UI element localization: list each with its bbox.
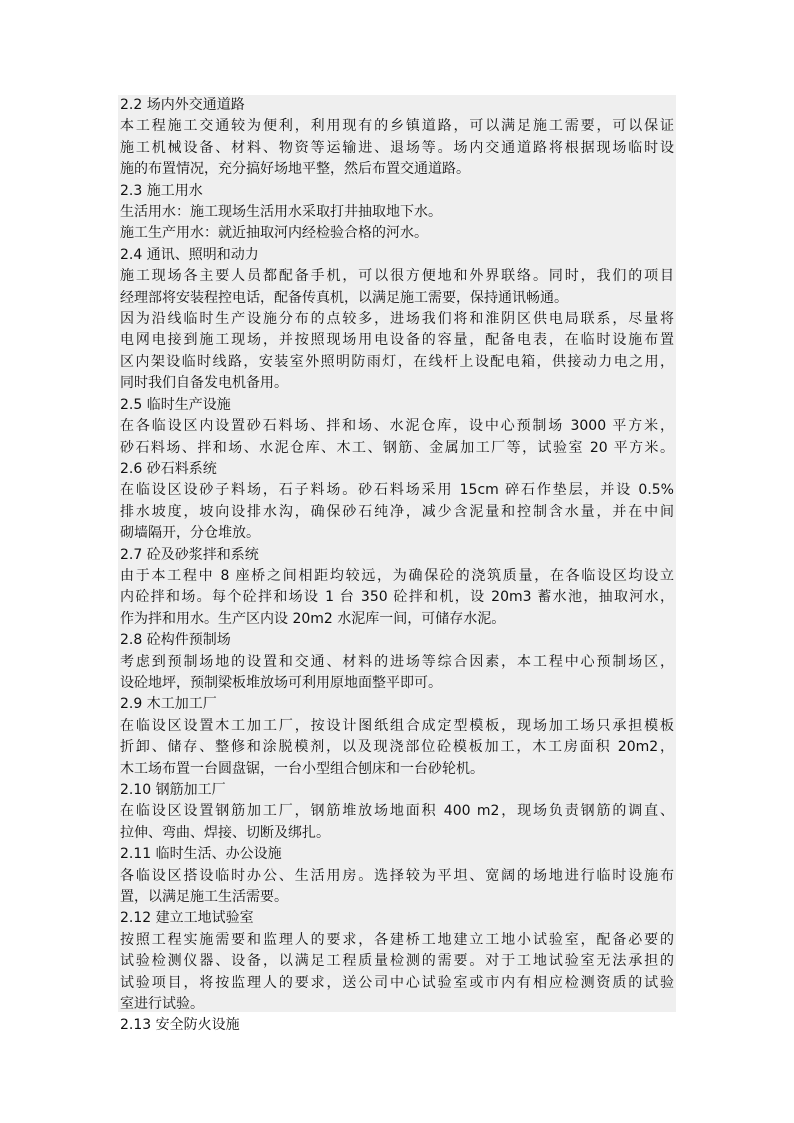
section-heading: 2.12 建立工地试验室	[120, 910, 254, 927]
paragraph-line: 在临设区设置钢筋加工厂，钢筋堆放场地面积 400 m2，现场负责钢筋的调直、	[120, 803, 674, 820]
section-heading: 2.3 施工用水	[120, 182, 203, 199]
paragraph-line: 在临设区设砂子料场，石子料场。砂石料场采用 15cm 碎石作垫层，并设 0.5%	[120, 482, 674, 499]
paragraph-line: 置，以满足施工生活需要。	[120, 889, 288, 906]
paragraph-line: 在临设区设置木工加工厂，按设计图纸组合成定型模板，现场加工场只承担模板	[120, 717, 674, 734]
section-heading: 2.10 钢筋加工厂	[120, 782, 226, 798]
paragraph-line: 作为拌和用水。生产区内设 20m2 水泥库一间，可储存水泥。	[120, 610, 506, 627]
section-heading: 2.9 木工加工厂	[120, 696, 217, 713]
section-heading: 2.8 砼构件预制场	[120, 632, 231, 649]
section-heading: 2.5 临时生产设施	[120, 396, 231, 413]
section-heading: 2.11 临时生活、办公设施	[120, 846, 282, 863]
paragraph-line: 区内架设临时线路，安装室外照明防雨灯，在线杆上设配电箱，供接动力电之用，	[120, 353, 674, 370]
paragraph-line: 经理部将安装程控电话，配备传真机，以满足施工需要，保持通讯畅通。	[120, 289, 568, 306]
paragraph-line: 试验检测仪器、设备，以满足工程质量检测的需要。对于工地试验室无法承担的	[120, 953, 674, 970]
paragraph-line: 施工机械设备、材料、物资等运输进、退场等。场内交通道路将根据现场临时设	[120, 139, 674, 156]
paragraph-line: 按照工程实施需要和监理人的要求，各建桥工地建立工地小试验室，配备必要的	[120, 931, 674, 948]
paragraph-line: 砌墙隔开，分仓堆放。	[120, 525, 260, 542]
document-text-block	[118, 95, 676, 1034]
section-heading: 2.13 安全防火设施	[120, 1017, 240, 1034]
paragraph-line: 同时我们自备发电机备用。	[120, 375, 288, 392]
paragraph-line: 电网电接到施工现场，并按照现场用电设备的容量，配备电表，在临时设施布置	[120, 332, 674, 349]
paragraph-line: 由于本工程中 8 座桥之间相距均较远，为确保砼的浇筑质量，在各临设区均设立	[120, 567, 674, 584]
paragraph-line: 试验项目，将按监理人的要求，送公司中心试验室或市内有相应检测资质的试验	[120, 974, 674, 991]
paragraph-line: 生活用水：施工现场生活用水采取打井抽取地下水。	[120, 204, 442, 221]
paragraph-line: 本工程施工交通较为便利，利用现有的乡镇道路，可以满足施工需要，可以保证	[120, 118, 674, 135]
paragraph-line: 考虑到预制场地的设置和交通、材料的进场等综合因素，本工程中心预制场区，	[120, 653, 674, 670]
paragraph-line: 在各临设区内设置砂石料场、拌和场、水泥仓库，设中心预制场 3000 平方米，	[120, 418, 674, 435]
paragraph-line: 木工场布置一台圆盘锯，一台小型组合刨床和一台砂轮机。	[120, 760, 484, 777]
section-heading: 2.7 砼及砂浆拌和系统	[120, 546, 259, 563]
paragraph-line: 各临设区搭设临时办公、生活用房。选择较为平坦、宽阔的场地进行临时设施布	[120, 867, 674, 884]
section-heading: 2.6 砂石料系统	[120, 460, 217, 477]
paragraph-line: 室进行试验。	[120, 996, 204, 1013]
section-heading: 2.4 通讯、照明和动力	[120, 246, 259, 263]
paragraph-line: 拉伸、弯曲、焊接、切断及绑扎。	[120, 824, 330, 841]
paragraph-line: 施的布置情况，充分搞好场地平整，然后布置交通道路。	[120, 161, 470, 178]
paragraph-line: 排水坡度，坡向设排水沟，确保砂石纯净，减少含泥量和控制含水量，并在中间	[120, 503, 674, 520]
paragraph-line: 因为沿线临时生产设施分布的点较多，进场我们将和淮阴区供电局联系，尽量将	[120, 311, 674, 328]
paragraph-line: 折卸、储存、整修和涂脱模剂，以及现浇部位砼模板加工，木工房面积 20m2，	[120, 739, 674, 756]
paragraph-line: 施工现场各主要人员都配备手机，可以很方便地和外界联络。同时，我们的项目	[120, 268, 674, 285]
paragraph-line: 砂石料场、拌和场、水泥仓库、木工、钢筋、金属加工厂等，试验室 20 平方米。	[120, 439, 674, 456]
paragraph-line: 内砼拌和场。每个砼拌和场设 1 台 350 砼拌和机，设 20m3 蓄水池，抽取河水，	[120, 589, 674, 606]
paragraph-line: 设砼地坪，预制梁板堆放场可利用原地面整平即可。	[120, 674, 442, 691]
paragraph-line: 施工生产用水：就近抽取河内经检验合格的河水。	[120, 225, 428, 242]
section-heading: 2.2 场内外交通道路	[120, 97, 245, 113]
